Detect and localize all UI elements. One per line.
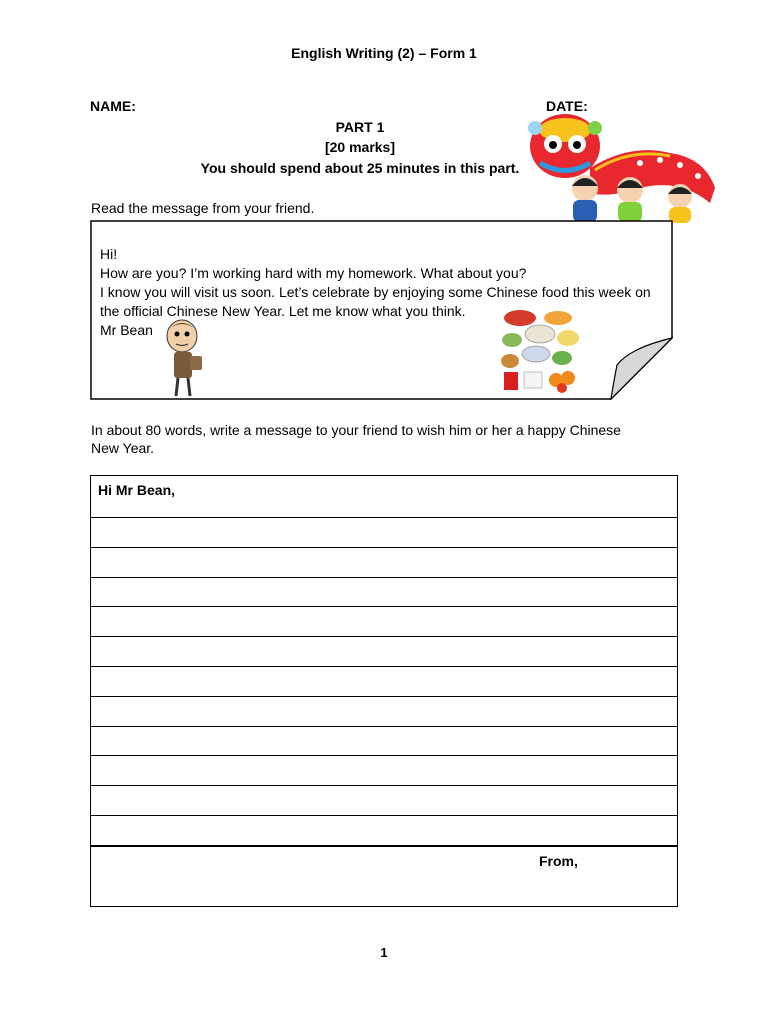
date-label: DATE: bbox=[546, 98, 588, 114]
message-line: How are you? I’m working hard with my homework. What about you? bbox=[100, 265, 527, 281]
answer-line[interactable] bbox=[91, 816, 677, 846]
task-line: In about 80 words, write a message to your friend to wish him or her a happy Chinese bbox=[91, 422, 621, 438]
writing-task bbox=[91, 421, 631, 457]
marks-heading: [20 marks] bbox=[324, 139, 396, 155]
lion-dance-illustration bbox=[520, 108, 725, 233]
answer-line[interactable] bbox=[91, 756, 677, 786]
answer-box[interactable] bbox=[90, 475, 678, 907]
answer-line[interactable] bbox=[91, 697, 677, 727]
worksheet-title: English Writing (2) – Form 1 bbox=[291, 45, 477, 61]
answer-line[interactable] bbox=[91, 637, 677, 667]
answer-line[interactable] bbox=[91, 578, 677, 608]
message-signature: Mr Bean bbox=[100, 322, 153, 338]
answer-line[interactable] bbox=[91, 518, 677, 548]
signoff-text: From, bbox=[539, 852, 578, 869]
mr-bean-cartoon bbox=[160, 318, 215, 400]
answer-line[interactable] bbox=[91, 786, 677, 816]
task-line: New Year. bbox=[91, 440, 155, 456]
answer-line[interactable] bbox=[91, 727, 677, 757]
part-heading: PART 1 bbox=[335, 119, 385, 135]
message-line: I know you will visit us soon. Let’s celebrate by enjoying some Chinese food this week on bbox=[100, 284, 651, 300]
answer-line[interactable] bbox=[91, 607, 677, 637]
chinese-food-illustration bbox=[498, 306, 583, 394]
answer-line[interactable] bbox=[91, 476, 677, 518]
read-instruction: Read the message from your friend. bbox=[91, 200, 315, 216]
message-line: the official Chinese New Year. Let me know what you think. bbox=[100, 303, 466, 319]
time-instruction: You should spend about 25 minutes in this part. bbox=[200, 160, 520, 176]
name-label: NAME: bbox=[90, 98, 136, 114]
message-line: Hi! bbox=[100, 246, 118, 262]
answer-line[interactable] bbox=[91, 548, 677, 578]
page-number: 1 bbox=[380, 945, 388, 960]
signoff-area[interactable] bbox=[91, 846, 677, 906]
answer-line[interactable] bbox=[91, 667, 677, 697]
greeting-text: Hi Mr Bean, bbox=[98, 482, 176, 498]
